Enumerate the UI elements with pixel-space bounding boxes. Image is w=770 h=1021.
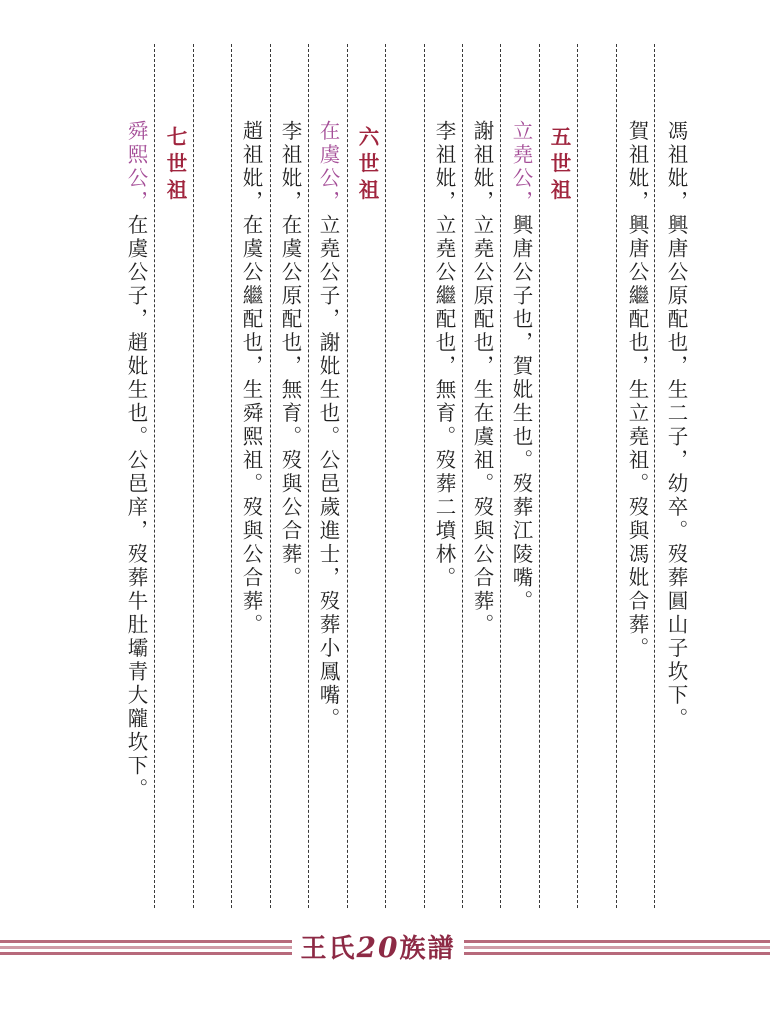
column-divider	[500, 44, 501, 908]
entry-zhao-zubi: 趙祖妣，在虞公繼配也，生舜熙祖。歿與公合葬。	[239, 120, 263, 637]
entry-text: 在虞公子，趙妣生也。公邑庠，歿葬牛肚壩青大隴坎下。	[124, 214, 148, 802]
person-name: 舜熙公，	[124, 120, 148, 214]
entry-text: 立堯公子，謝妣生也。公邑歲進士，歿葬小鳳嘴。	[316, 214, 340, 731]
entry-he-zubi: 賀祖妣，興唐公繼配也，生立堯祖。歿與馮妣合葬。	[625, 120, 649, 661]
column-divider	[654, 44, 655, 908]
column-divider	[308, 44, 309, 908]
column-divider	[424, 44, 425, 908]
column-divider	[347, 44, 348, 908]
column-divider	[616, 44, 617, 908]
column-divider	[270, 44, 271, 908]
person-name: 在虞公，	[316, 120, 340, 214]
entry-li-zubi-2: 李祖妣，在虞公原配也，無育。歿與公合葬。	[278, 120, 302, 590]
person-name: 立堯公，	[509, 120, 533, 214]
entry-li-zubi-1: 李祖妣，立堯公繼配也，無育。歿葬二墳林。	[432, 120, 456, 590]
column-divider	[462, 44, 463, 908]
column-divider	[154, 44, 155, 908]
column-divider	[539, 44, 540, 908]
generation-heading-6: 六世祖	[355, 126, 379, 206]
column-divider	[577, 44, 578, 908]
column-divider	[385, 44, 386, 908]
footer-prefix: 王氏	[300, 934, 357, 964]
entry-text: 興唐公子也，賀妣生也。歿葬江陵嘴。	[509, 214, 533, 614]
footer-suffix: 族譜	[399, 934, 456, 964]
entry-zaiyu-gong	[315, 120, 341, 731]
generation-heading-5: 五世祖	[547, 126, 571, 206]
footer-page-number: 20	[356, 931, 400, 964]
page-footer	[0, 928, 770, 968]
column-divider	[193, 44, 194, 908]
generation-heading-7: 七世祖	[163, 126, 187, 206]
entry-shunxi-gong	[123, 120, 149, 802]
column-divider	[231, 44, 232, 908]
footer-title	[292, 928, 464, 968]
entry-feng-zubi: 馮祖妣，興唐公原配也，生二子，幼卒。歿葬圓山子坎下。	[664, 120, 688, 731]
entry-liyao-gong	[508, 120, 534, 614]
entry-xie-zubi: 謝祖妣，立堯公原配也，生在虞祖。歿與公合葬。	[470, 120, 494, 637]
